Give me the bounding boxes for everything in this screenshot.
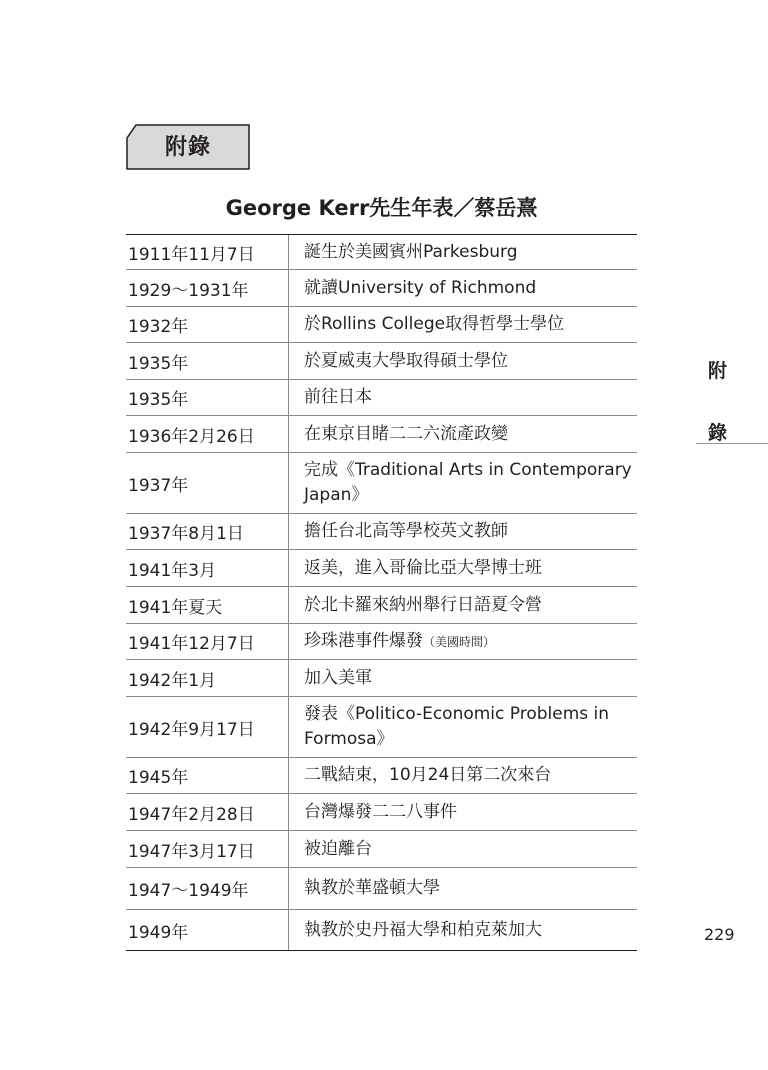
row-event: 就讀University of Richmond [304, 277, 537, 298]
row-event-note: （美國時間） [423, 634, 496, 649]
row-event: 被迫離台 [304, 838, 372, 859]
row-event: 完成《Traditional Arts in Contemporary Japan》 [304, 460, 632, 505]
table-row [126, 910, 637, 951]
row-event-text: 珍珠港事件爆發 [304, 630, 423, 651]
page-number: 229 [704, 925, 735, 944]
table-row [126, 453, 637, 514]
row-date: 1932年 [126, 307, 289, 342]
row-event: 在東京目睹二二六流產政變 [304, 423, 508, 444]
table-row [126, 868, 637, 910]
table-row [126, 270, 637, 307]
row-date: 1945年 [126, 758, 289, 793]
row-date: 1935年 [126, 343, 289, 379]
table-row [126, 831, 637, 868]
table-row [126, 416, 637, 453]
row-date: 1929～1931年 [126, 270, 289, 306]
side-tab-char-2: 錄 [708, 422, 728, 444]
table-row [126, 794, 637, 831]
row-date: 1911年11月7日 [126, 235, 289, 269]
side-tab-divider [696, 443, 768, 444]
row-date: 1935年 [126, 380, 289, 415]
row-event: 於夏威夷大學取得碩士學位 [304, 350, 508, 371]
side-tab-char-1: 附 [708, 360, 728, 382]
table-row [126, 624, 637, 660]
row-event: 發表《Politico-Economic Problems in Formosa》 [304, 704, 610, 749]
row-date: 1941年3月 [126, 550, 289, 586]
table-row [126, 343, 637, 380]
row-date: 1942年1月 [126, 660, 289, 696]
table-row [126, 697, 637, 758]
row-date: 1937年8月1日 [126, 514, 289, 549]
row-date: 1947年2月28日 [126, 794, 289, 830]
appendix-tab-label: 附錄 [164, 134, 211, 160]
row-event: 執教於史丹福大學和柏克萊加大 [304, 919, 542, 940]
row-date: 1936年2月26日 [126, 416, 289, 452]
appendix-tab [126, 124, 250, 170]
table-row [126, 550, 637, 587]
row-date: 1941年12月7日 [126, 624, 289, 659]
table-row [126, 587, 637, 624]
row-event [289, 629, 637, 655]
table-row [126, 514, 637, 550]
row-event: 擔任台北高等學校英文教師 [304, 521, 508, 541]
row-date: 1941年夏天 [126, 587, 289, 623]
page-title: George Kerr先生年表／蔡岳熹 [225, 196, 538, 220]
table-row [126, 235, 637, 270]
table-row [126, 660, 637, 697]
row-date: 1949年 [126, 910, 289, 950]
row-date: 1947～1949年 [126, 868, 289, 909]
row-event: 台灣爆發二二八事件 [304, 801, 457, 822]
row-event: 於Rollins College取得哲學士學位 [304, 314, 565, 334]
row-event: 返美，進入哥倫比亞大學博士班 [304, 557, 542, 578]
row-event: 二戰結束，10月24日第二次來台 [304, 765, 552, 785]
row-date: 1937年 [126, 453, 289, 513]
row-event: 加入美軍 [304, 667, 372, 688]
row-event: 執教於華盛頓大學 [304, 878, 440, 898]
row-date: 1942年9月17日 [126, 697, 289, 757]
row-date: 1947年3月17日 [126, 831, 289, 867]
row-event: 於北卡羅來納州舉行日語夏令營 [304, 594, 542, 615]
chronology-table [126, 234, 637, 951]
table-row [126, 758, 637, 794]
table-row [126, 307, 637, 343]
table-row [126, 380, 637, 416]
row-event: 前往日本 [304, 387, 372, 407]
row-event: 誕生於美國賓州Parkesburg [304, 241, 518, 262]
